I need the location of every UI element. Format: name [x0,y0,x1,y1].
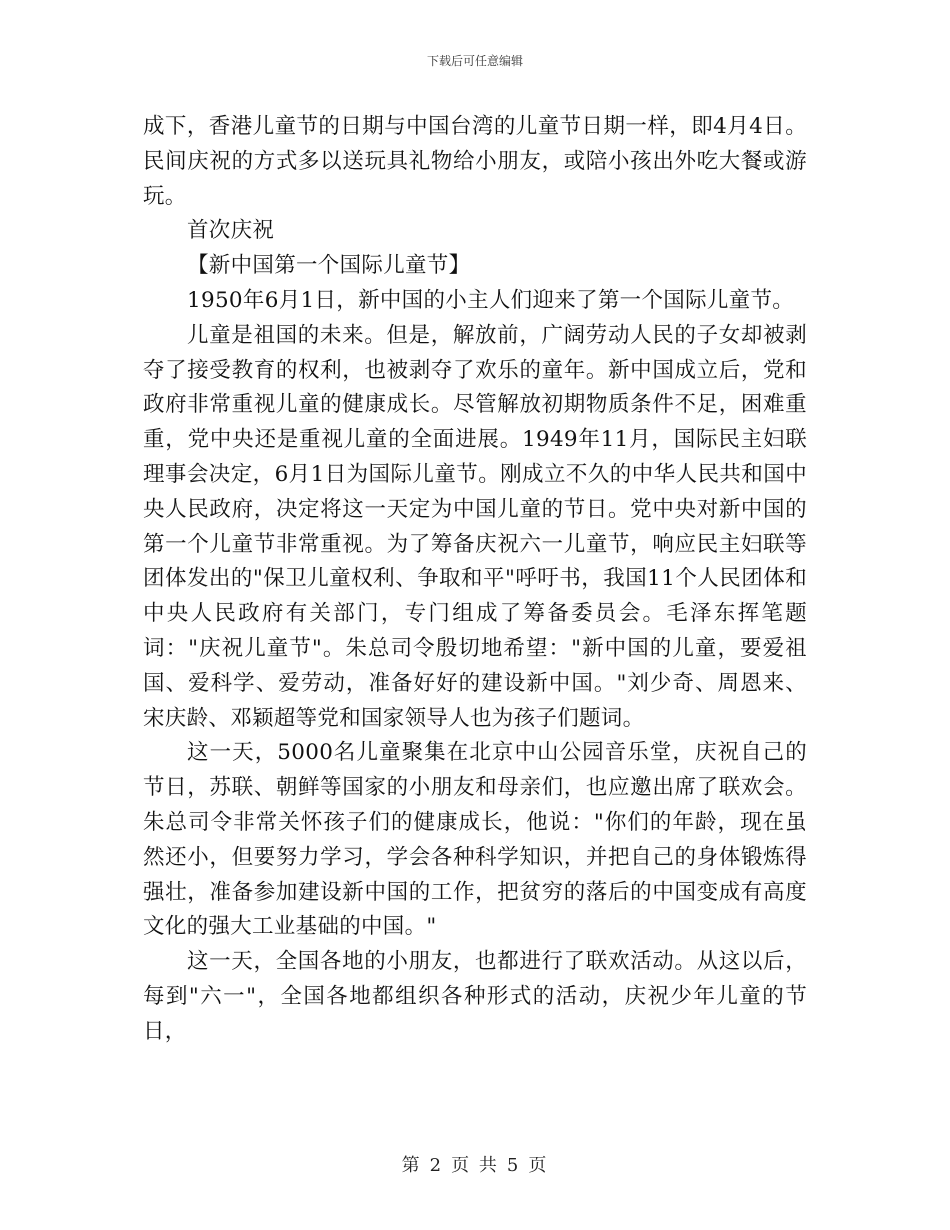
paragraph: 这一天，全国各地的小朋友，也都进行了联欢活动。从这以后，每到"六一"，全国各地都组织各种形式的活动，庆祝少年儿童的节日， [143,949,807,1044]
footer-suffix: 页 [528,1155,549,1176]
footer-middle: 页 共 [451,1155,499,1176]
document-body [143,110,807,1050]
page-footer [0,1154,950,1178]
total-page-count: 5 [506,1155,521,1176]
paragraph: 1950年6月1日，新中国的小主人们迎来了第一个国际儿童节。 [187,287,795,313]
paragraph-continuation: 成下，香港儿童节的日期与中国台湾的儿童节日期一样，即4月4日。民间庆祝的方式多以送玩具礼物给小朋友，或陪小孩出外吃大餐或游玩。 [143,114,807,209]
footer-prefix: 第 [401,1155,422,1176]
current-page-number: 2 [429,1155,444,1176]
paragraph: 儿童是祖国的未来。但是，解放前，广阔劳动人民的子女却被剥夺了接受教育的权利，也被剥夺了欢乐的童年。新中国成立后，党和政府非常重视儿童的健康成长。尽管解放初期物质条件不足，困难重重，党中央还是重视儿童的全面进展。1949年11月，国际民主妇联理事会决定，6月1日为国际儿童节。刚成立不久的中华人民共和国中央人民政府，决定将这一天定为中国儿童的节日。党中央对新中国的第一个儿童节非常重视。为了筹备庆祝六一儿童节，响应民主妇联等团体发出的"保卫儿童权利、争取和平"呼吁书，我国11个人民团体和中央人民政府有关部门，专门组成了筹备委员会。毛泽东挥笔题词："庆祝儿童节"。朱总司令殷切地希望："新中国的儿童，要爱祖国、爱科学、爱劳动，准备好好的建设新中国。"刘少奇、周恩来、宋庆龄、邓颖超等党和国家领导人也为孩子们题词。 [143,322,807,731]
paragraph: 这一天，5000名儿童聚集在北京中山公园音乐堂，庆祝自己的节日，苏联、朝鲜等国家的小朋友和母亲们，也应邀出席了联欢会。朱总司令非常关怀孩子们的健康成长，他说："你们的年龄，现在虽然还小，但要努力学习，学会各种科学知识，并把自己的身体锻炼得强壮，准备参加建设新中国的工作，把贫穷的落后的中国变成有高度文化的强大工业基础的中国。" [143,740,807,940]
header-note: 下载后可任意编辑 [426,54,523,68]
page-header [0,53,950,69]
section-heading: 首次庆祝 [187,218,275,244]
subsection-heading: 【新中国第一个国际儿童节】 [187,253,471,279]
